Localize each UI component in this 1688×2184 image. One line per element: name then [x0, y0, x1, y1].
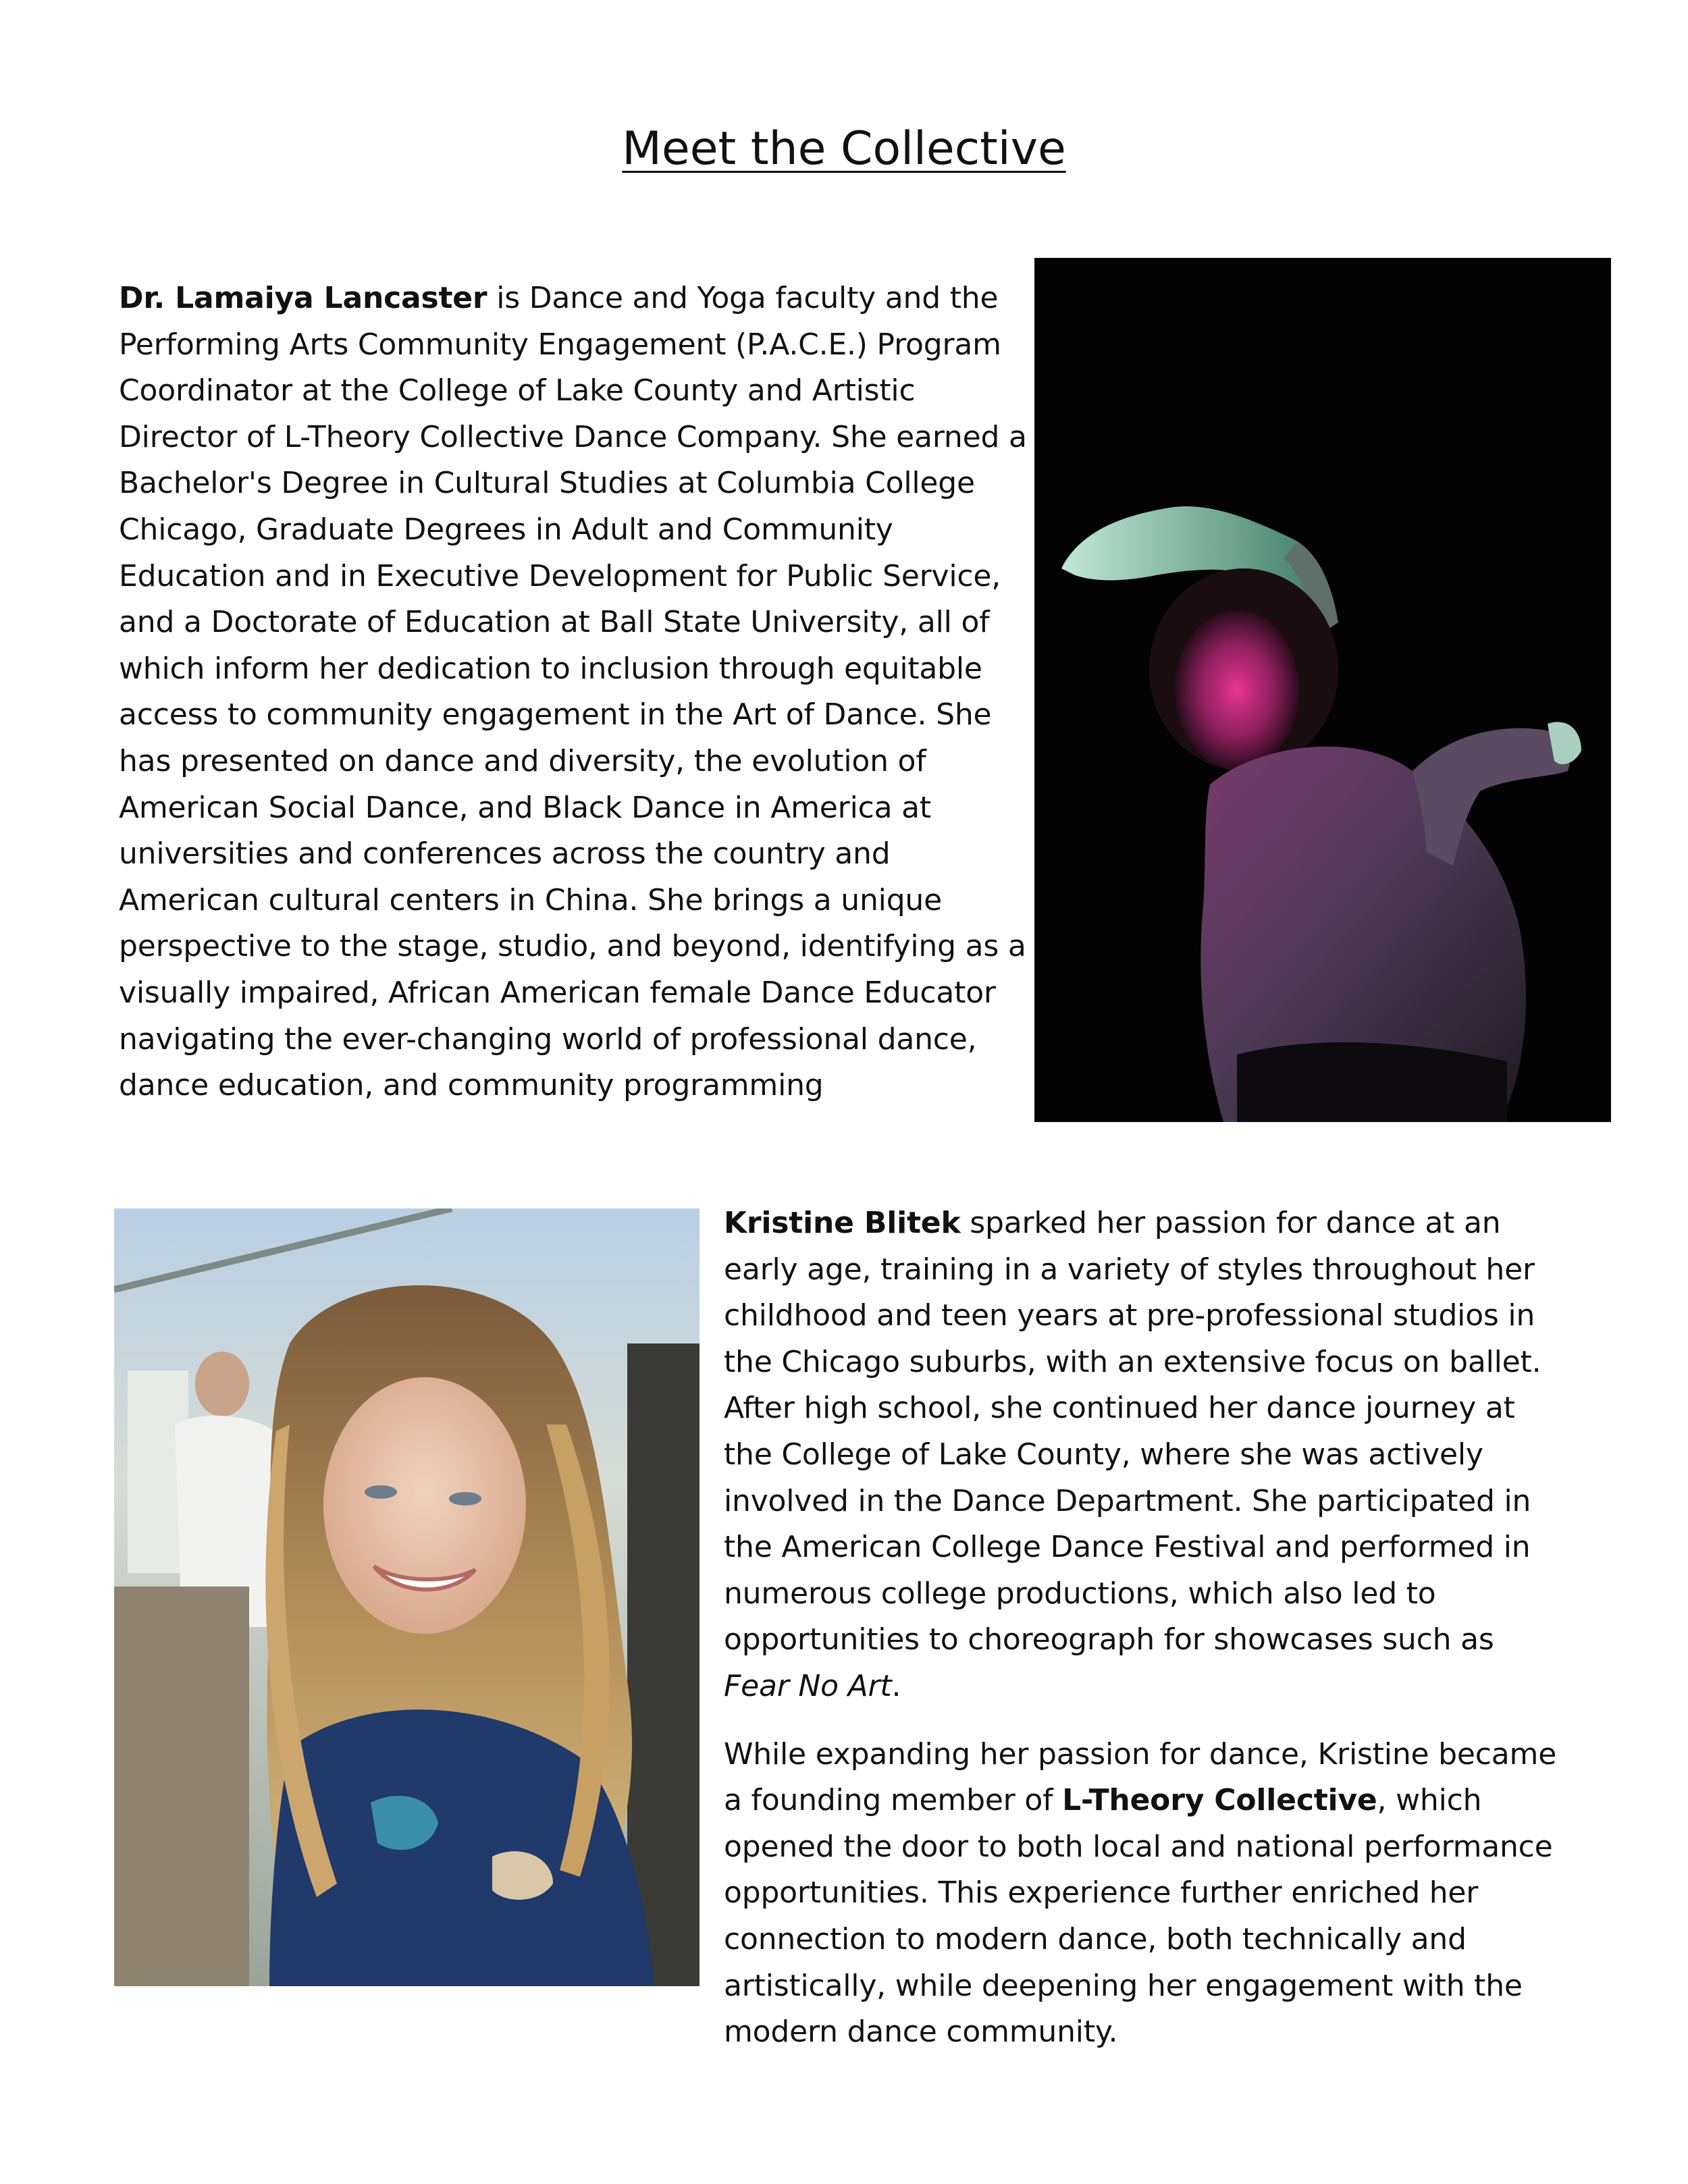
lancaster-bio [119, 275, 1030, 1109]
page-title: Meet the Collective [622, 122, 1066, 176]
blitek-bio-text-2a: While expanding her passion for dance, Kristine became a founding member of [724, 1736, 1557, 1818]
dancer-image [1034, 258, 1611, 1122]
blitek-bio-period: . [891, 1668, 901, 1703]
lancaster-bio-paragraph [119, 275, 1030, 1109]
lancaster-name: Dr. Lamaiya Lancaster [119, 281, 487, 315]
blitek-bio-text-1: sparked her passion for dance at an early age, training in a variety of styles throughout her childhood and teen years at pre-professional studios in the Chicago suburbs, with an extensive focus on ballet. After high school, she continued her dance journey at the College of Lake County, where she was actively involved in the Dance Department. She participated in the American College Dance Festival and performed in numerous college productions, which also led to opportunities to choreograph for showcases such as [724, 1206, 1541, 1657]
blitek-bio-paragraph-2 [724, 1732, 1561, 2056]
blitek-bio [724, 1200, 1561, 2056]
blitek-photo [114, 1208, 700, 1986]
company-name: L-Theory Collective [1062, 1783, 1377, 1818]
showcase-title: Fear No Art [724, 1668, 892, 1703]
portrait-image [114, 1208, 700, 1986]
blitek-bio-paragraph-1 [724, 1200, 1561, 1710]
lancaster-photo [1034, 258, 1611, 1122]
lancaster-bio-text: is Dance and Yoga faculty and the Performing Arts Community Engagement (P.A.C.E.) Program Coordinator at the College of Lake County and Artistic Director of L-Theory Collective Dance Company. She earned a Bachelor's Degree in Cultural Studies at Columbia College Chicago, Graduate Degrees in Adult and Community Education and in Executive Development for Public Service, and a Doctorate of Education at Ball State University, all of which inform her dedication to inclusion through equitable access to community engagement in the Art of Dance. She has presented on dance and diversity, the evolution of American Social Dance, and Black Dance in America at universities and conferences across the country and American cultural centers in China. She brings a unique perspective to the stage, studio, and beyond, identifying as a visually impaired, African American female Dance Educator navigating the ever-changing world of professional dance, dance education, and community programming [119, 281, 1027, 1103]
blitek-name: Kristine Blitek [724, 1206, 961, 1240]
blitek-bio-text-2b: , which opened the door to both local and national performance opportunities. This experience further enriched her connection to modern dance, both technically and artistically, while deepening her engagement with the modern dance community. [724, 1783, 1553, 2050]
